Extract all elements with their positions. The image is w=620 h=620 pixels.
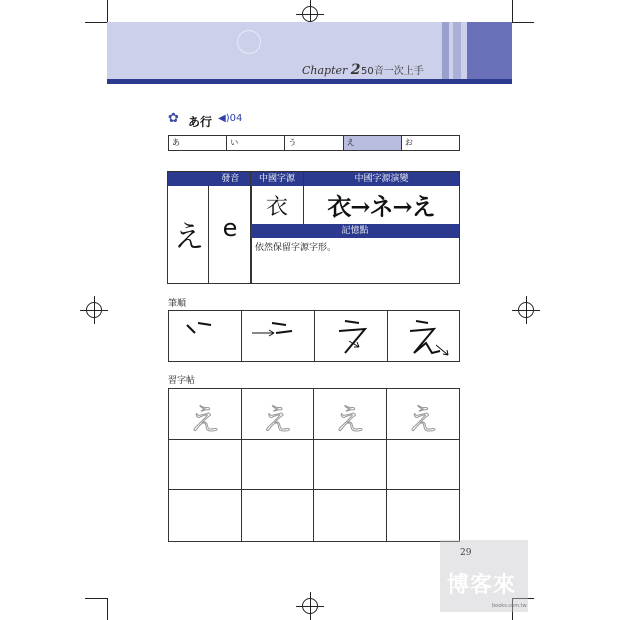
kana-cell[interactable]: う — [285, 136, 343, 150]
practice-cell[interactable] — [387, 389, 460, 440]
practice-cell[interactable] — [242, 389, 315, 440]
stroke-diagram — [315, 311, 387, 361]
evolution-sequence: 衣→ネ→え — [327, 192, 435, 221]
stroke-step-1 — [169, 311, 242, 361]
stroke-order-row — [168, 310, 460, 362]
kana-cell[interactable]: あ — [169, 136, 227, 150]
stroke-diagram — [242, 311, 314, 361]
practice-cell[interactable] — [314, 440, 387, 491]
registration-mark-top — [302, 6, 318, 22]
watermark-url: books.com.tw — [492, 603, 527, 609]
origin-header: 中國字源 — [251, 172, 303, 186]
registration-mark-bottom — [302, 598, 318, 614]
practice-cell[interactable] — [387, 440, 460, 491]
stroke-step-4 — [388, 311, 460, 361]
blank-header — [168, 172, 210, 186]
registration-mark-left — [86, 302, 102, 318]
divider — [303, 172, 304, 224]
origin-character: 衣 — [265, 195, 288, 220]
crop-mark — [512, 0, 513, 22]
chapter-label: Chapter — [302, 64, 348, 77]
trace-character: え — [334, 403, 365, 438]
trace-character: え — [262, 403, 293, 438]
header-rule — [107, 79, 512, 84]
memory-header: 記憶點 — [251, 224, 459, 238]
chapter-title — [302, 62, 361, 78]
watermark-logo: 博客來 — [447, 573, 517, 598]
practice-cell[interactable] — [169, 389, 242, 440]
kana-cell-active[interactable]: え — [344, 136, 402, 150]
practice-cell[interactable] — [314, 389, 387, 440]
kana-cell[interactable]: お — [404, 138, 413, 147]
stroke-diagram — [388, 311, 460, 361]
flower-decoration-icon — [237, 30, 261, 54]
stroke-step-3 — [315, 311, 388, 361]
chapter-number: 2 — [350, 62, 361, 78]
practice-cell[interactable] — [169, 440, 242, 491]
trace-character: え — [407, 403, 438, 438]
header-stripe — [442, 22, 449, 80]
header-dark-block — [467, 22, 512, 80]
page-number: 29 — [460, 548, 472, 558]
section-title: あ行 — [188, 115, 213, 129]
trace-character: え — [189, 403, 220, 438]
practice-cell[interactable] — [169, 490, 242, 541]
crop-mark — [512, 22, 534, 23]
memory-text: 依然保留字源字形。 — [255, 243, 337, 253]
practice-cell[interactable] — [242, 490, 315, 541]
stroke-step-2 — [242, 311, 315, 361]
crop-mark — [107, 598, 108, 620]
practice-grid — [168, 388, 460, 542]
practice-label: 習字帖 — [168, 376, 196, 386]
header-stripe — [453, 22, 461, 80]
practice-cell[interactable] — [387, 490, 460, 541]
divider — [208, 186, 209, 283]
crop-mark — [85, 22, 107, 23]
crop-mark — [107, 0, 108, 22]
kana-card — [167, 171, 252, 284]
practice-cell[interactable] — [242, 440, 315, 491]
audio-track-icon[interactable]: ◀)04 — [218, 113, 243, 124]
stroke-order-label: 筆順 — [168, 299, 187, 309]
practice-cell[interactable] — [314, 490, 387, 541]
big-kana: え — [174, 220, 204, 255]
origin-card — [250, 171, 460, 284]
romaji: e — [222, 214, 238, 242]
chapter-subtitle: 50音一次上手 — [361, 66, 424, 77]
pronunciation-header: 發音 — [221, 174, 240, 184]
evolution-header: 中國字源演變 — [304, 172, 459, 186]
crop-mark — [85, 598, 107, 599]
kana-row — [168, 135, 460, 151]
kana-cell[interactable]: い — [227, 136, 285, 150]
registration-mark-right — [518, 302, 534, 318]
stroke-diagram — [169, 311, 241, 361]
flower-icon: ✿ — [168, 111, 179, 126]
kana-card-header — [168, 172, 251, 186]
